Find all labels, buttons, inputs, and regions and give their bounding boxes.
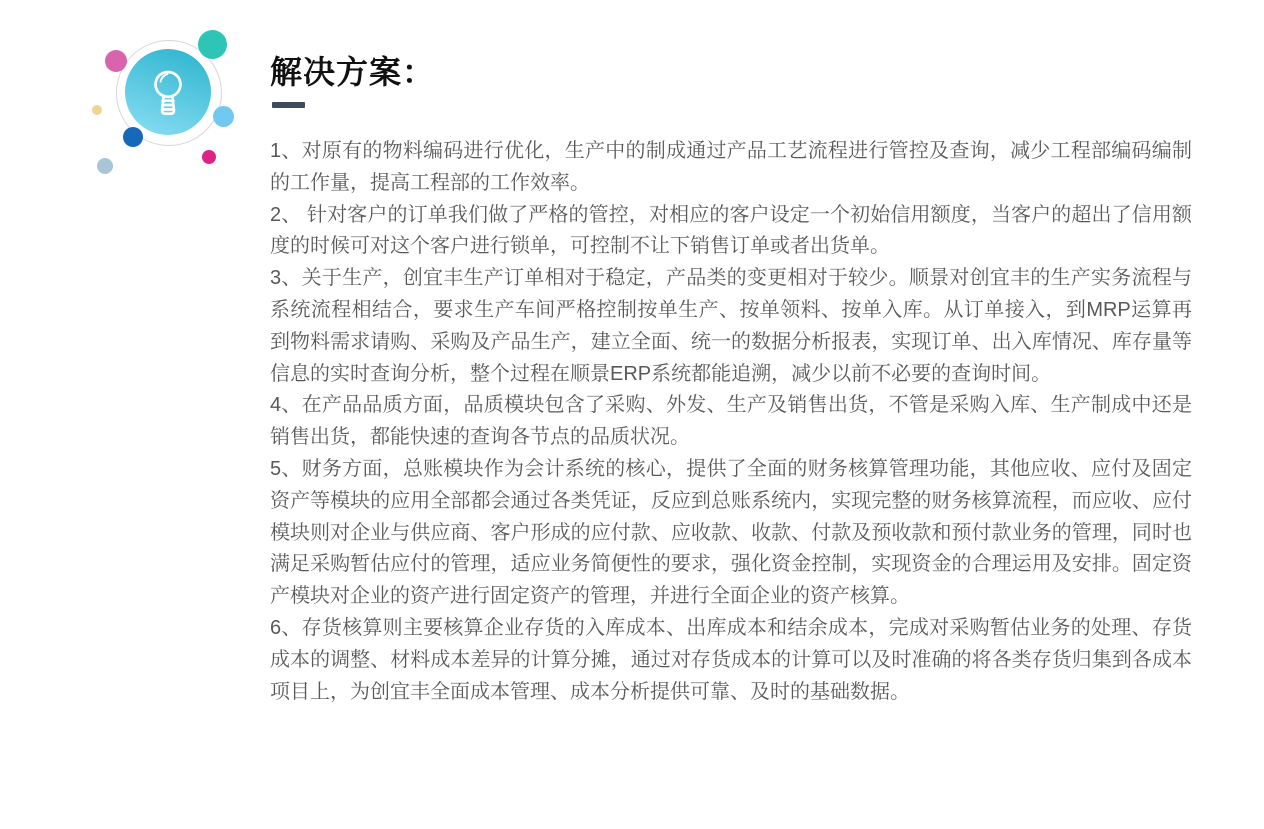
yellow-dot [92,105,102,115]
solution-item-3: 3、关于生产，创宜丰生产订单相对于稳定，产品类的变更相对于较少。顺景对创宜丰的生产实务流程与系统流程相结合，要求生产车间严格控制按单生产、按单领料、按单入库。从订单接入，到MRP运算再到物料需求请购、采购及产品生产，建立全面、统一的数据分析报表，实现订单、出入库情况、库存量等信息的实时查询分析，整个过程在顺景ERP系统都能追溯，减少以前不必要的查询时间。 [270,267,1192,385]
pink-dot [105,50,127,72]
magenta-dot [202,150,216,164]
solution-text [270,136,1192,708]
title-underline [272,102,305,108]
dark-blue-dot [123,127,143,147]
solution-item-5: 5、财务方面，总账模块作为会计系统的核心，提供了全面的财务核算管理功能，其他应收、应付及固定资产等模块的应用全部都会通过各类凭证，反应到总账系统内，实现完整的财务核算流程，而应收、应付模块则对企业与供应商、客户形成的应付款、应收款、收款、付款及预收款和预付款业务的管理，同时也满足采购暂估应付的管理，适应业务简便性的要求，强化资金控制，实现资金的合理运用及安排。固定资产模块对企业的资产进行固定资产的管理，并进行全面企业的资产核算。 [270,457,1192,608]
solution-item-2: 2、 针对客户的订单我们做了严格的管控，对相应的客户设定一个初始信用额度，当客户的超出了信用额度的时候可对这个客户进行锁单，可控制不让下销售订单或者出货单。 [270,203,1192,258]
light-blue-dot [213,106,234,127]
lightbulb-decoration [88,22,258,192]
lightbulb-icon [142,63,194,121]
teal-dot [198,30,227,59]
steel-dot [97,158,113,174]
lightbulb-circle [125,49,211,135]
solution-item-6: 6、存货核算则主要核算企业存货的入库成本、出库成本和结余成本，完成对采购暂估业务的处理、存货成本的调整、材料成本差异的计算分摊，通过对存货成本的计算可以及时准确的将各类存货归集到各成本项目上，为创宜丰全面成本管理、成本分析提供可靠、及时的基础数据。 [270,616,1192,703]
page-title: 解决方案： [270,54,436,90]
solution-item-1: 1、对原有的物料编码进行优化，生产中的制成通过产品工艺流程进行管控及查询，减少工程部编码编制的工作量，提高工程部的工作效率。 [270,140,1192,194]
solution-item-4: 4、在产品品质方面，品质模块包含了采购、外发、生产及销售出货，不管是采购入库、生产制成中还是销售出货，都能快速的查询各节点的品质状况。 [270,394,1192,449]
